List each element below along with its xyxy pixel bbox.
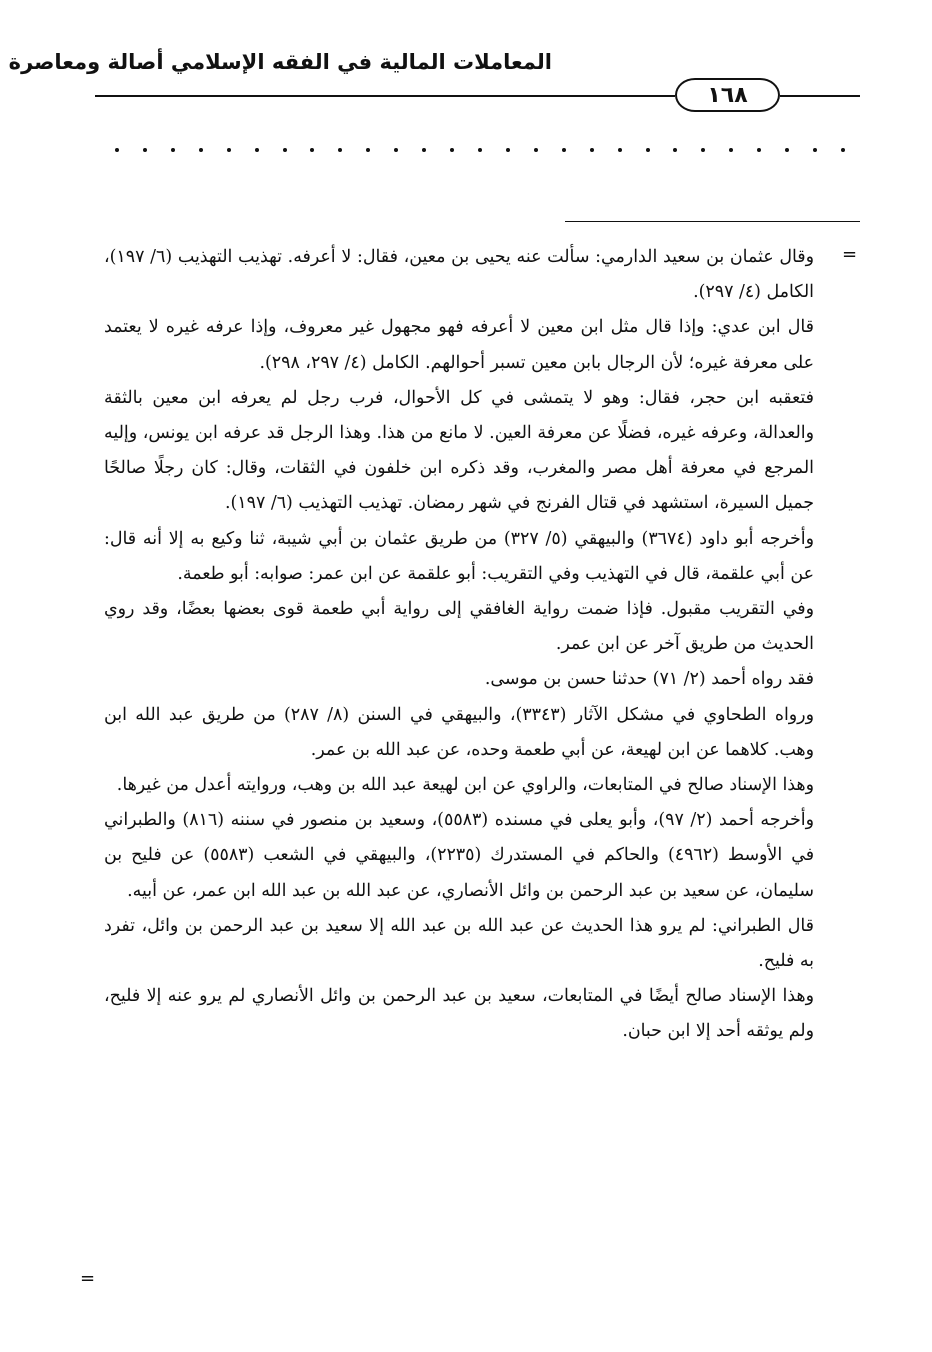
header-rule bbox=[95, 95, 675, 97]
footnote-paragraph: فقد رواه أحمد (٢/ ٧١) حدثنا حسن بن موسى. bbox=[484, 669, 814, 690]
separator-dot bbox=[199, 148, 203, 152]
separator-dot bbox=[673, 148, 677, 152]
separator-dot bbox=[813, 148, 817, 152]
footnote-paragraph: قال الطبراني: لم يرو هذا الحديث عن عبد الله بن عبد الله إلا سعيد بن عبد الرحمن بن وائل، تفرد به فليح. bbox=[104, 915, 814, 972]
footnote-paragraph: وأخرجه أبو داود (٣٦٧٤) والبيهقي (٥/ ٣٢٧) من طريق عثمان بن أبي شيبة، ثنا وكيع به إلا أنه قال: عن أبي علقمة، قال في التهذيب وفي التقريب: أبو علقمة عن ابن عمر: صوابه: أبو طعمة. bbox=[104, 528, 814, 584]
running-title: المعاملات المالية في الفقه الإسلامي أصالة ومعاصرة bbox=[8, 50, 552, 74]
separator-dot bbox=[646, 148, 650, 152]
separator-dot bbox=[506, 148, 510, 152]
footnote-paragraph: وهذا الإسناد صالح في المتابعات، والراوي عن ابن لهيعة عبد الله بن وهب، وروايته أعدل من غيرها. bbox=[116, 775, 814, 796]
separator-dot bbox=[562, 148, 566, 152]
separator-dot bbox=[422, 148, 426, 152]
footnote-paragraph: وقال عثمان بن سعيد الدارمي: سألت عنه يحيى بن معين، فقال: لا أعرفه. تهذيب التهذيب (٦/ ١٩٧)، الكامل (٤/ ٢٩٧). bbox=[104, 247, 815, 303]
separator-dot bbox=[757, 148, 761, 152]
header-rule bbox=[780, 95, 860, 97]
separator-dot bbox=[841, 148, 845, 152]
separator-dot bbox=[143, 148, 147, 152]
separator-dot bbox=[283, 148, 287, 152]
footnote-body bbox=[104, 240, 814, 1050]
separator-dot bbox=[338, 148, 342, 152]
separator-dot bbox=[115, 148, 119, 152]
separator-dot bbox=[785, 148, 789, 152]
separator-dot bbox=[394, 148, 398, 152]
footnote-paragraph: وأخرجه أحمد (٢/ ٩٧)، وأبو يعلى في مسنده (٥٥٨٣)، وسعيد بن منصور في سننه (٨١٦) والطبراني في الأوسط (٤٩٦٢) والحاكم في المستدرك (٢٢٣٥)، والبيهقي في الشعب (٥٥٨٣) عن فليح بن سليمان، عن سعيد بن عبد الرحمن بن وائل الأنصاري، عن عبد الله بن عبد الله ابن عمر، عن أبيه. bbox=[104, 810, 815, 901]
separator-dot bbox=[590, 148, 594, 152]
separator-dot bbox=[534, 148, 538, 152]
page-number: ١٦٨ bbox=[675, 78, 780, 112]
footnote-paragraph: وفي التقريب مقبول. فإذا ضمت رواية الغافقي إلى رواية أبي طعمة قوى بعضها بعضًا، وقد روي الحديث من طريق آخر عن ابن عمر. bbox=[104, 599, 814, 655]
separator-dot bbox=[701, 148, 705, 152]
separator-dot bbox=[618, 148, 622, 152]
separator-dot bbox=[255, 148, 259, 152]
separator-dot bbox=[450, 148, 454, 152]
continuation-mark-top: = bbox=[842, 244, 858, 265]
separator-dot bbox=[729, 148, 733, 152]
ellipsis-separator bbox=[115, 148, 845, 168]
footnote-paragraph: ورواه الطحاوي في مشكل الآثار (٣٣٤٣)، والبيهقي في السنن (٨/ ٢٨٧) من طريق عبد الله ابن وهب. كلاهما عن ابن لهيعة، عن أبي طعمة وحده، عن عبد الله بن عمر. bbox=[104, 704, 814, 760]
footnote-rule bbox=[565, 221, 860, 222]
footnote-paragraph: وهذا الإسناد صالح أيضًا في المتابعات، سعيد بن عبد الرحمن بن وائل الأنصاري لم يرو عنه إلا فليح، ولم يوثقه أحد إلا ابن حبان. bbox=[104, 986, 814, 1042]
separator-dot bbox=[171, 148, 175, 152]
separator-dot bbox=[366, 148, 370, 152]
footnote-paragraph: فتعقبه ابن حجر، فقال: وهو لا يتمشى في كل الأحوال، فرب رجل لم يعرفه ابن معين بالثقة والعدالة، وعرفه غيره، فضلًا عن معرفة العين. لا مانع من هذا. وهذا الرجل قد عرفه ابن يونس، وإليه المرجع في معرفة أهل مصر والمغرب، وقد ذكره ابن خلفون في الثقات، وقال: كان رجلًا صالحًا جميل السيرة، استشهد في قتال الفرنج في شهر رمضان. تهذيب التهذيب (٦/ ١٩٧). bbox=[104, 387, 814, 514]
continuation-mark-bottom: = bbox=[80, 1268, 96, 1289]
separator-dot bbox=[227, 148, 231, 152]
separator-dot bbox=[310, 148, 314, 152]
separator-dot bbox=[478, 148, 482, 152]
footnote-paragraph: قال ابن عدي: وإذا قال مثل ابن معين لا أعرفه فهو مجهول غير معروف، وإذا عرفه غيره لا يعتمد على معرفة غيره؛ لأن الرجال بابن معين تسبر أحوالهم. الكامل (٤/ ٢٩٧، ٢٩٨). bbox=[104, 317, 814, 373]
